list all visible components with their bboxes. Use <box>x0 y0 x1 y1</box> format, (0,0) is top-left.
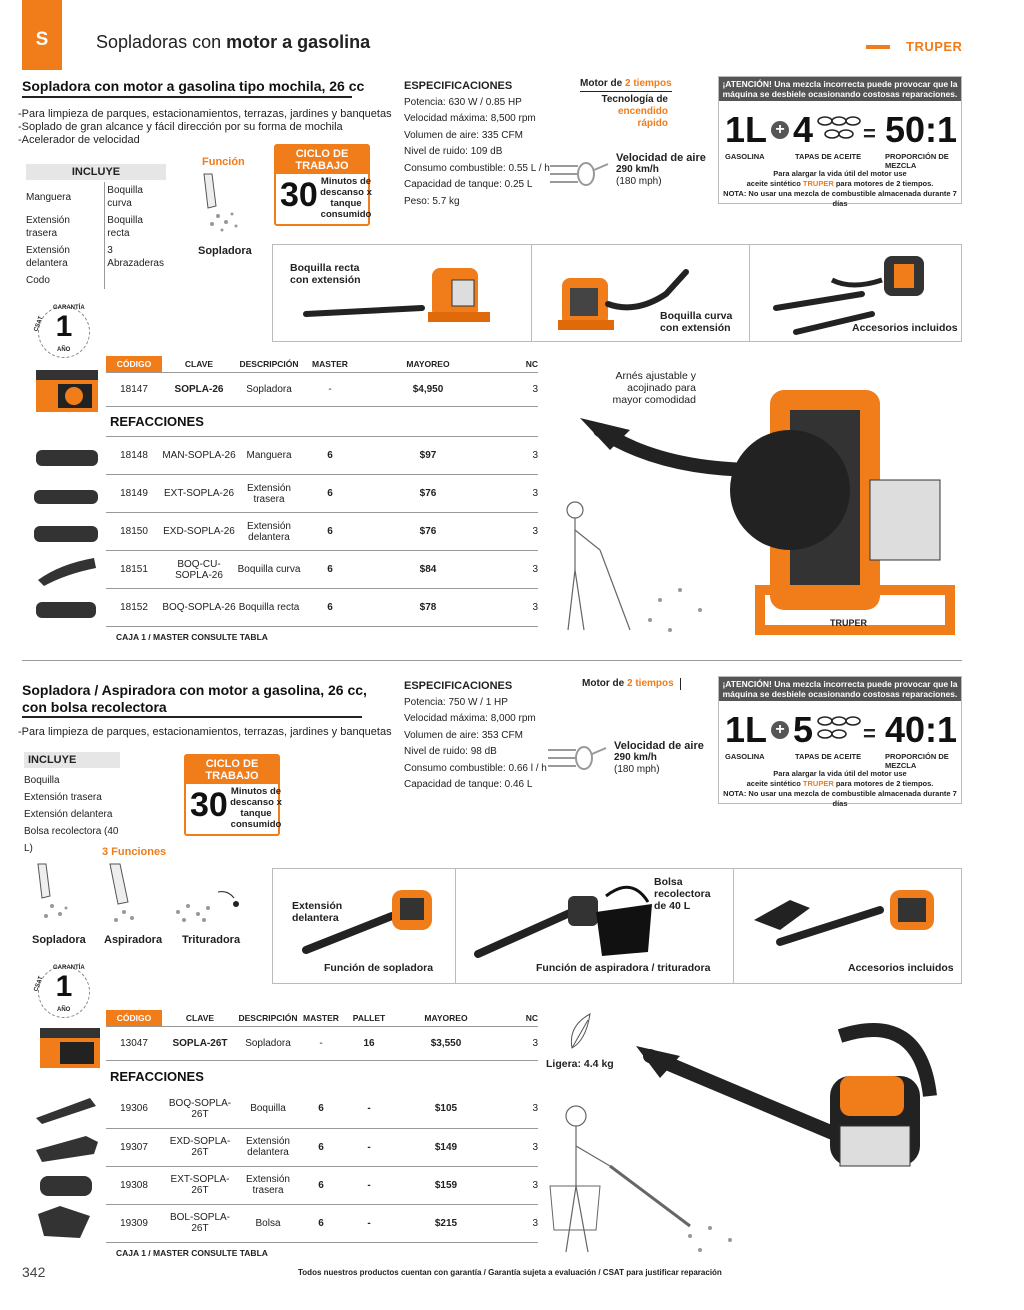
product2-features: -Para limpieza de parques, estacionamientos, terrazas, jardines y banquetas <box>18 726 392 738</box>
product1-refacciones-heading: REFACCIONES <box>110 414 204 429</box>
gallery2-label-1: Función de sopladora <box>324 962 434 974</box>
gallery1-label-1: Boquilla recta con extensión <box>290 262 361 286</box>
blower-function-icon <box>196 172 246 240</box>
air-speed-icon <box>548 160 610 190</box>
table-row: 19309 BOL-SOPLA-26T Bolsa 6 - $215 3 <box>106 1204 538 1242</box>
product2-refacciones-heading: REFACCIONES <box>110 1069 204 1084</box>
page-number: 342 <box>22 1264 46 1280</box>
accessories-image <box>750 880 950 950</box>
product2-velocidad: Velocidad de aire 290 km/h (180 mph) <box>614 740 704 775</box>
product2-parts-images <box>30 1092 104 1242</box>
product1-main-image <box>540 370 960 646</box>
product2-refacciones-table <box>106 1090 538 1243</box>
product2-ligera-label: Ligera: 4.4 kg <box>546 1058 614 1070</box>
product2-title: Sopladora / Aspiradora con motor a gasolina, 26 cc, con bolsa recolectora <box>22 682 367 715</box>
product1-arnes-label: Arnés ajustable y acojinado para mayor comodidad <box>612 370 696 406</box>
product1-atencion-box: ¡ATENCIÓN! Una mezcla incorrecta puede provocar que la máquina se desbiele ocasionando costosas reparaciones. 1L + 4 = 50:1 GASOLINA TAPAS DE ACEITE PROPORCIÓN DE MEZCLA Para alargar la vida útil del motor use aceite sintético TRUPER para motores de 2 tiempos. NOTA: No usar una mezcla de combustible almacenada durante 7 días <box>718 76 962 204</box>
table-row: 19306 BOQ-SOPLA-26T Boquilla 6 - $105 3 <box>106 1090 538 1128</box>
funcion-trituradora: Trituradora <box>182 934 241 946</box>
gallery2-label-2: Función de aspiradora / trituradora <box>536 962 711 974</box>
product1-refacciones-table <box>106 436 538 627</box>
product1-note: CAJA 1 / MASTER CONSULTE TABLA <box>116 632 268 642</box>
product2-specs: ESPECIFICACIONES Potencia: 750 W / 1 HP Velocidad máxima: 8,000 rpm Volumen de aire: 353 CFM Nivel de ruido: 98 dB Consumo combustible: 0.66 l / h Capacidad de tanque: 0.46 L <box>404 680 547 790</box>
section-tab: S <box>22 0 62 70</box>
table-row: 19307 EXD-SOPLA-26T Extensión delantera 6 - $149 3 <box>106 1128 538 1166</box>
funcion-aspiradora: Aspiradora <box>104 934 163 946</box>
table-row: 19308 EXT-SOPLA-26T Extensión trasera 6 - $159 3 <box>106 1166 538 1204</box>
backpack-blower-straight-image <box>302 258 502 330</box>
product1-title-rule <box>22 96 352 98</box>
product1-velocidad: Velocidad de aire 290 km/h (180 mph) <box>616 152 706 187</box>
product2-atencion-box: ¡ATENCIÓN! Una mezcla incorrecta puede provocar que la máquina se desbiele ocasionando costosas reparaciones. 1L + 5 = 40:1 GASOLINA TAPAS DE ACEITE PROPORCIÓN DE MEZCLA Para alargar la vida útil del motor use aceite sintético TRUPER para motores de 2 tiempos. NOTA: No usar una mezcla de combustible almacenada durante 7 días <box>718 676 962 804</box>
air-speed-icon <box>546 744 608 774</box>
product2-box-image <box>38 1022 104 1072</box>
gallery2-label-3: Accesorios incluidos <box>848 962 954 974</box>
funcion-sopladora: Sopladora <box>32 934 86 946</box>
product1-table: CÓDIGO CLAVE DESCRIPCIÓN MASTER MAYOREO NC 18147 SOPLA-26 Sopladora - $4,950 3 <box>106 356 538 407</box>
product2-funciones-heading: 3 Funciones <box>102 846 167 858</box>
product2-note: CAJA 1 / MASTER CONSULTE TABLA <box>116 1248 268 1258</box>
three-functions-icons <box>28 862 248 932</box>
product2-title-rule <box>22 716 362 718</box>
gallery1-label-3: Accesorios incluidos <box>852 322 958 334</box>
oil-caps-icon <box>815 713 863 743</box>
product2-motor: Motor de 2 tiempos <box>582 678 681 690</box>
section-divider <box>22 660 962 661</box>
product1-brand-mark: TRUPER <box>830 618 868 628</box>
product1-incluye: INCLUYE Manguera Boquilla curva Extensión trasera Boquilla recta Extensión delantera 3 Abrazaderas Codo <box>24 164 166 289</box>
truper-logo: TRUPER <box>866 38 965 54</box>
table-row: 18147 SOPLA-26 Sopladora - $4,950 3 <box>106 373 538 407</box>
product2-table: CÓDIGO CLAVE DESCRIPCIÓN MASTER PALLET MAYOREO NC 13047 SOPLA-26T Sopladora - 16 $3,550 3 <box>106 1010 538 1061</box>
warranty-seal: 1 CSAT GARANTÍA AÑO <box>38 966 90 1018</box>
product1-specs: ESPECIFICACIONES Potencia: 630 W / 0.85 HP Velocidad máxima: 8,500 rpm Volumen de aire: 335 CFM Nivel de ruido: 109 dB Consumo combustible: 0.55 L / h Capacidad de tanque: 0.25 L Peso: 5.7 kg <box>404 80 550 207</box>
product1-funcion-label: Sopladora <box>198 245 252 257</box>
table-row: 18152 BOQ-SOPLA-26 Boquilla recta 6 $78 3 <box>106 589 538 627</box>
product1-ciclo-trabajo: CICLO DE TRABAJO 30 Minutos de descanso x tanque consumido <box>274 144 370 226</box>
product2-main-image <box>540 1016 960 1260</box>
product1-motor: Motor de 2 tiempos <box>580 78 672 92</box>
footer-note: Todos nuestros productos cuentan con garantía / Garantía sujeta a evaluación / CSAT para justificar reparación <box>298 1268 722 1277</box>
product1-box-image <box>34 364 102 416</box>
page-title: Sopladoras con motor a gasolina <box>96 32 371 52</box>
gallery2-label-1a: Extensión delantera <box>292 900 343 924</box>
vacuum-function-image <box>472 876 662 962</box>
product1-features: -Para limpieza de parques, estacionamientos, terrazas, jardines y banquetas -Soplado de gran alcance y fácil dirección por su forma de mochila -Acelerador de velocidad <box>18 108 392 146</box>
oil-caps-icon <box>815 113 863 143</box>
product1-tecnologia: Tecnología de encendido rápido <box>601 94 668 129</box>
table-row: 18151 BOQ-CU-SOPLA-26 Boquilla curva 6 $84 3 <box>106 551 538 589</box>
table-row: 13047 SOPLA-26T Sopladora - 16 $3,550 3 <box>106 1027 538 1061</box>
gallery2-label-2a: Bolsa recolectora de 40 L <box>654 876 711 912</box>
table-row: 18148 MAN-SOPLA-26 Manguera 6 $97 3 <box>106 437 538 475</box>
table-row: 18149 EXT-SOPLA-26 Extensión trasera 6 $76 3 <box>106 475 538 513</box>
product1-title: Sopladora con motor a gasolina tipo mochila, 26 cc <box>22 78 365 94</box>
gallery1-label-2: Boquilla curva con extensión <box>660 310 733 334</box>
product1-funcion-heading: Función <box>202 156 245 168</box>
product1-parts-images <box>30 440 104 626</box>
blower-function-image <box>296 880 446 960</box>
product2-ciclo-trabajo: CICLO DE TRABAJO 30 Minutos de descanso x tanque consumido <box>184 754 280 836</box>
product2-incluye: INCLUYE Boquilla Extensión trasera Extensión delantera Bolsa recolectora (40 L) <box>24 754 119 854</box>
table-row: 18150 EXD-SOPLA-26 Extensión delantera 6 $76 3 <box>106 513 538 551</box>
warranty-seal: 1 CSAT GARANTÍA AÑO <box>38 306 90 358</box>
